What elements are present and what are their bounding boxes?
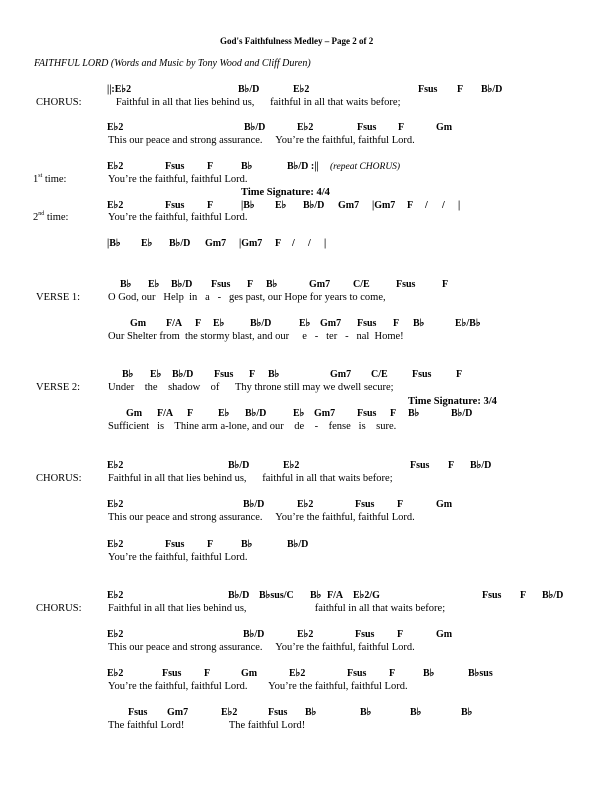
chord: B♭: [360, 707, 372, 718]
chord: B♭/D: [470, 460, 492, 471]
chord: B♭/D: [244, 122, 266, 133]
chord: E♭2/G: [353, 590, 380, 601]
chord: B♭: [266, 279, 278, 290]
chord: B♭: [408, 408, 420, 419]
chord: Gm7: [205, 238, 227, 249]
chord: E♭: [141, 238, 153, 249]
chord: F: [457, 84, 464, 95]
chord: E♭/B♭: [455, 318, 481, 329]
chord: F: [195, 318, 202, 329]
chord: /: [308, 238, 311, 249]
chord: F/A: [327, 590, 344, 601]
chord: Gm: [436, 499, 453, 510]
chord: |B♭: [241, 200, 255, 211]
lyric-line: You’re the faithful, faithful Lord.: [108, 212, 248, 223]
chord: E♭: [299, 318, 311, 329]
chord: F: [398, 122, 405, 133]
lyric-line: You’re the faithful, faithful Lord.: [108, 552, 248, 563]
chord: F: [448, 460, 455, 471]
section-label-first-time: [33, 174, 66, 185]
chord: E♭2: [107, 668, 124, 679]
lyric-line: Our Shelter from the stormy blast, and our e - ter - nal Home!: [108, 331, 404, 342]
chord: Gm: [126, 408, 143, 419]
song-subtitle: FAITHFUL LORD (Words and Music by Tony Wood and Cliff Duren): [34, 58, 311, 69]
chord: E♭2: [107, 200, 124, 211]
chord: E♭2: [283, 460, 300, 471]
first-time-rest: time:: [42, 174, 67, 185]
chord: F: [247, 279, 254, 290]
chord: B♭: [410, 707, 422, 718]
chord: E♭2: [107, 629, 124, 640]
chord: F: [390, 408, 397, 419]
chord: Gm: [241, 668, 258, 679]
chord: F: [204, 668, 211, 679]
lyric-line: This our peace and strong assurance. You’re the faithful, faithful Lord.: [108, 642, 415, 653]
chord: B♭/D: [228, 460, 250, 471]
chord: B♭: [241, 161, 253, 172]
chord: ||:E♭2: [107, 84, 132, 95]
chord: B♭/D: [172, 369, 194, 380]
lyric-line: Faithful in all that lies behind us, faithful in all that waits before;: [108, 473, 393, 484]
chord: F: [207, 539, 214, 550]
chord: Fsus: [482, 590, 502, 601]
chord: F: [407, 200, 414, 211]
chord: Fsus: [396, 279, 416, 290]
chord: B♭: [122, 369, 134, 380]
chord: F: [456, 369, 463, 380]
time-signature-4-4: Time Signature: 4/4: [241, 187, 330, 198]
chord: F: [393, 318, 400, 329]
second-time-rest: time:: [44, 212, 69, 223]
chord: Fsus: [410, 460, 430, 471]
chord: E♭: [213, 318, 225, 329]
chord: E♭2: [289, 668, 306, 679]
chord: F: [249, 369, 256, 380]
lyric-line: You’re the faithful, faithful Lord. You’re the faithful, faithful Lord.: [108, 681, 408, 692]
chord: E♭: [275, 200, 287, 211]
chord: Gm7: [320, 318, 342, 329]
chord: B♭/D: [228, 590, 250, 601]
first-time-sup: st: [38, 173, 43, 179]
chord: |: [458, 200, 461, 211]
chord: B♭/D: [287, 539, 309, 550]
chord: Fsus: [357, 122, 377, 133]
chord: E♭2: [297, 122, 314, 133]
chord: |Gm7: [372, 200, 396, 211]
chord: |Gm7: [239, 238, 263, 249]
section-label-chorus: CHORUS:: [36, 97, 82, 108]
chord: B♭/D: [243, 629, 265, 640]
chord: B♭: [120, 279, 132, 290]
lyric-line: This our peace and strong assurance. You’re the faithful, faithful Lord.: [108, 512, 415, 523]
chord: B♭: [310, 590, 322, 601]
lyric-line: Sufficient is Thine arm a-lone, and our de - fense is sure.: [108, 421, 397, 432]
chord: E♭2: [107, 590, 124, 601]
chord: E♭: [148, 279, 160, 290]
lyric-line: The faithful Lord! The faithful Lord!: [108, 720, 306, 731]
chord: Gm: [130, 318, 147, 329]
chord: Gm7: [330, 369, 352, 380]
chord: Fsus: [412, 369, 432, 380]
chord: E♭2: [107, 161, 124, 172]
chord: E♭: [218, 408, 230, 419]
chord: Fsus: [128, 707, 148, 718]
chord: B♭/D: [451, 408, 473, 419]
chord: B♭: [305, 707, 317, 718]
chord: Fsus: [268, 707, 288, 718]
lyric-line: Under the shadow of Thy throne still may we dwell secure;: [108, 382, 394, 393]
chord: B♭/D: [303, 200, 325, 211]
lyric-line: Faithful in all that lies behind us, faithful in all that waits before;: [108, 97, 401, 108]
chord: F: [520, 590, 527, 601]
chord: C/E: [371, 369, 388, 380]
chord: B♭: [423, 668, 435, 679]
chord: E♭2: [107, 539, 124, 550]
first-time-num: 1: [33, 174, 39, 185]
chord: Gm7: [314, 408, 336, 419]
chord: B♭/D: [243, 499, 265, 510]
chord: B♭/D: [245, 408, 267, 419]
second-time-num: 2: [33, 212, 39, 223]
chord: F: [397, 629, 404, 640]
chord: F/A: [157, 408, 174, 419]
chord: E♭: [293, 408, 305, 419]
repeat-chorus-note: (repeat CHORUS): [330, 162, 401, 172]
chord: E♭2: [107, 122, 124, 133]
chord: Fsus: [355, 629, 375, 640]
chord: Gm7: [167, 707, 189, 718]
chord: E♭2: [297, 499, 314, 510]
chord: Fsus: [162, 668, 182, 679]
second-time-sup: nd: [38, 211, 45, 217]
section-label-verse-1: VERSE 1:: [36, 292, 81, 303]
chord: B♭: [461, 707, 473, 718]
section-label-second-time: [33, 212, 68, 223]
chord: E♭: [150, 369, 162, 380]
lyric-line: Faithful in all that lies behind us, faithful in all that waits before;: [108, 603, 446, 614]
chord: /: [425, 200, 428, 211]
chord: F: [207, 161, 214, 172]
chord: E♭2: [293, 84, 310, 95]
time-signature-3-4: Time Signature: 3/4: [408, 396, 497, 407]
lyric-line: You’re the faithful, faithful Lord.: [108, 174, 248, 185]
chord: F: [207, 200, 214, 211]
chord: B♭/D: [238, 84, 260, 95]
chord: F/A: [166, 318, 183, 329]
chord: C/E: [353, 279, 370, 290]
chord: Fsus: [347, 668, 367, 679]
chord: F: [442, 279, 449, 290]
page-title: God's Faithfulness Medley – Page 2 of 2: [220, 36, 374, 46]
chord: |B♭: [107, 238, 121, 249]
chord: Fsus: [165, 539, 185, 550]
chord: E♭2: [297, 629, 314, 640]
chord: B♭/D: [169, 238, 191, 249]
chord: F: [275, 238, 282, 249]
chord: Fsus: [214, 369, 234, 380]
chord: F: [389, 668, 396, 679]
chord: Fsus: [355, 499, 375, 510]
lyric-line: O God, our Help in a - ges past, our Hope for years to come,: [108, 292, 386, 303]
chord: Gm: [436, 629, 453, 640]
chord: B♭sus: [468, 668, 493, 679]
chord: B♭/D: [481, 84, 503, 95]
chord: B♭: [413, 318, 425, 329]
chord: E♭2: [107, 499, 124, 510]
chord: Fsus: [418, 84, 438, 95]
chord: Gm7: [338, 200, 360, 211]
chord: E♭2: [107, 460, 124, 471]
chord: E♭2: [221, 707, 238, 718]
chord: Gm7: [309, 279, 331, 290]
chord: B♭/D: [250, 318, 272, 329]
chord: /: [292, 238, 295, 249]
chord: Fsus: [165, 200, 185, 211]
chord: /: [442, 200, 445, 211]
lyric-line: This our peace and strong assurance. You’re the faithful, faithful Lord.: [108, 135, 415, 146]
chord: B♭/D :||: [287, 161, 319, 172]
chord: B♭sus/C: [259, 590, 294, 601]
section-label-chorus-3: CHORUS:: [36, 603, 82, 614]
chord: Fsus: [357, 408, 377, 419]
chord: Fsus: [357, 318, 377, 329]
chord: B♭: [268, 369, 280, 380]
chord: B♭/D: [171, 279, 193, 290]
section-label-chorus-2: CHORUS:: [36, 473, 82, 484]
chord: B♭/D: [542, 590, 564, 601]
chord: F: [187, 408, 194, 419]
chord: Fsus: [211, 279, 231, 290]
chord: |: [324, 238, 327, 249]
chord: Gm: [436, 122, 453, 133]
chord: Fsus: [165, 161, 185, 172]
section-label-verse-2: VERSE 2:: [36, 382, 81, 393]
chord: F: [397, 499, 404, 510]
chord: B♭: [241, 539, 253, 550]
